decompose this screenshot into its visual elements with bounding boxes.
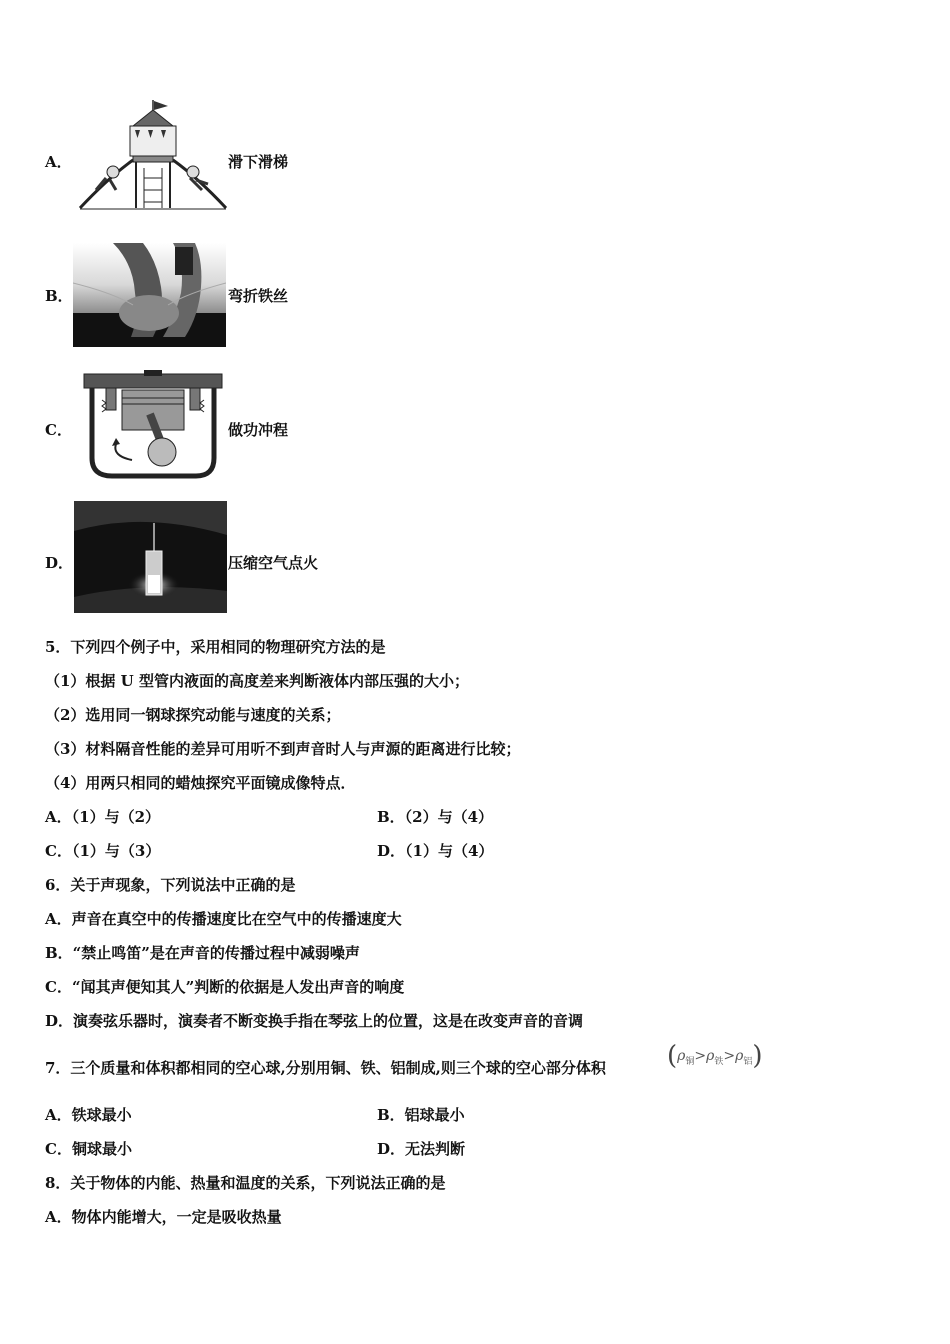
q6-option-b: B．“禁止鸣笛”是在声音的传播过程中减弱噪声 — [45, 944, 360, 962]
gt-sign-2: > — [723, 1048, 736, 1064]
option-c-caption: 做功冲程 — [228, 421, 289, 439]
q5-item-2: （2）选用同一钢球探究动能与速度的关系； — [45, 706, 341, 724]
q5-option-b: B．（2）与（4） — [377, 808, 494, 826]
option-a-label: A． — [45, 153, 72, 171]
q6-option-d: D．演奏弦乐器时，演奏者不断变换手指在琴弦上的位置，这是在改变声音的音调 — [45, 1012, 584, 1030]
q5-item-3: （3）材料隔音性能的差异可用听不到声音时人与声源的距离进行比较； — [45, 740, 521, 758]
subscript-aluminum: 铝 — [743, 1057, 753, 1067]
option-a-caption: 滑下滑梯 — [228, 153, 289, 171]
engine-power-stroke-icon — [78, 370, 228, 480]
q6-option-c: C．“闻其声便知其人”判断的依据是人发出声音的响度 — [45, 978, 405, 996]
q8-option-a: A．物体内能增大，一定是吸收热量 — [45, 1208, 282, 1226]
gt-sign-1: > — [694, 1048, 707, 1064]
formula-close-paren: ) — [752, 1041, 763, 1071]
option-c-label: C． — [45, 421, 72, 439]
q6-stem: 6．关于声现象，下列说法中正确的是 — [45, 876, 296, 894]
rho-aluminum: ρ — [735, 1048, 744, 1064]
q7-option-b: B．铝球最小 — [377, 1106, 465, 1124]
q5-option-d: D．（1）与（4） — [377, 842, 494, 860]
subscript-iron: 铁 — [714, 1057, 724, 1067]
subscript-copper: 铜 — [685, 1057, 695, 1067]
rho-copper: ρ — [677, 1048, 686, 1064]
q7-density-formula — [667, 1041, 763, 1072]
formula-open-paren: ( — [667, 1041, 678, 1071]
q6-option-a: A．声音在真空中的传播速度比在空气中的传播速度大 — [45, 910, 402, 928]
q5-item-1: （1）根据 U 型管内液面的高度差来判断液体内部压强的大小； — [45, 672, 469, 690]
q7-option-c: C．铜球最小 — [45, 1140, 132, 1158]
q5-stem: 5．下列四个例子中，采用相同的物理研究方法的是 — [45, 638, 386, 656]
hands-bending-wire-icon — [73, 243, 226, 347]
q7-stem: 7．三个质量和体积都相同的空心球,分别用铜、铁、铝制成,则三个球的空心部分体积 — [45, 1059, 606, 1077]
playground-slide-icon — [78, 98, 228, 210]
q7-option-d: D．无法判断 — [377, 1140, 466, 1158]
option-d-label: D． — [45, 554, 74, 572]
rho-iron: ρ — [706, 1048, 715, 1064]
option-b-caption: 弯折铁丝 — [228, 287, 289, 305]
q5-option-a: A．（1）与（2） — [45, 808, 161, 826]
q8-stem: 8．关于物体的内能、热量和温度的关系，下列说法正确的是 — [45, 1174, 446, 1192]
q5-item-4: （4）用两只相同的蜡烛探究平面镜成像特点． — [45, 774, 356, 792]
option-b-label: B． — [45, 287, 73, 305]
option-d-caption: 压缩空气点火 — [228, 554, 319, 572]
q7-option-a: A．铁球最小 — [45, 1106, 132, 1124]
air-compression-ignition-icon — [74, 501, 227, 613]
q5-option-c: C．（1）与（3） — [45, 842, 161, 860]
